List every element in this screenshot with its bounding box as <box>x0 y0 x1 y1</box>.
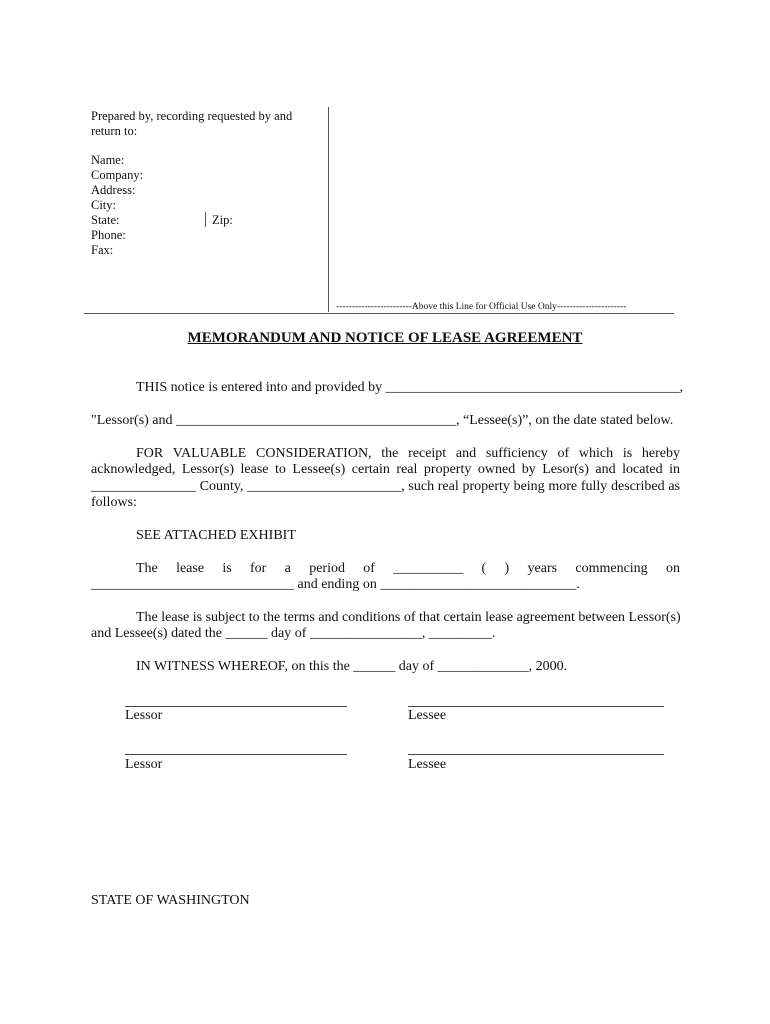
lessee-signature-line-1 <box>408 706 664 707</box>
lessor-label-2: Lessor <box>125 757 163 772</box>
witness-line: IN WITNESS WHEREOF, on this the ______ day of _____________, 2000. <box>136 659 568 674</box>
lessor-signature-line-1 <box>125 706 347 707</box>
phone-label: Phone: <box>91 228 126 242</box>
prepared-by-line1: Prepared by, recording requested by and <box>91 109 293 123</box>
subject-line2: and Lessee(s) dated the ______ day of ________________, _________. <box>91 626 496 641</box>
state-label: State: <box>91 213 120 227</box>
lessor-label-1: Lessor <box>125 708 163 723</box>
address-label: Address: <box>91 183 136 197</box>
consideration-line3: _______________ County, ______________________, such real property being more fully described as <box>91 479 680 494</box>
city-label: City: <box>91 198 117 212</box>
consideration-line2: acknowledged, Lessor(s) lease to Lessee(s) certain real property owned by Lesor(s) and located in <box>91 462 680 477</box>
exhibit-line: SEE ATTACHED EXHIBIT <box>136 528 296 543</box>
zip-label: Zip: <box>212 213 233 227</box>
state-heading: STATE OF WASHINGTON <box>91 893 250 908</box>
lessor-signature-line-2 <box>125 754 347 755</box>
official-use-rule <box>84 313 674 314</box>
name-label: Name: <box>91 153 125 167</box>
lessee-label-1: Lessee <box>408 708 447 723</box>
notice-paragraph: THIS notice is entered into and provided by __________________________________________, <box>136 380 684 395</box>
recording-block-divider <box>328 107 329 312</box>
lease-period-line1: The lease is for a period of __________ ( ) years commencing on <box>136 561 680 576</box>
consideration-line4: follows: <box>91 495 137 510</box>
lease-period-line2: _____________________________ and ending on ____________________________. <box>91 577 580 592</box>
company-label: Company: <box>91 168 144 182</box>
lessee-signature-line-2 <box>408 754 664 755</box>
subject-line1: The lease is subject to the terms and conditions of that certain lease agreement between Lessor(s) <box>136 610 681 625</box>
official-use-line: ------------------------Above this Line for Official Use Only---------------------- <box>336 302 627 312</box>
lessee-label-2: Lessee <box>408 757 447 772</box>
lessor-lessee-line: "Lessor(s) and ________________________________________, “Lessee(s)”, on the date stated below. <box>91 413 674 428</box>
fax-label: Fax: <box>91 243 114 257</box>
zip-divider <box>205 212 206 227</box>
document-title: MEMORANDUM AND NOTICE OF LEASE AGREEMENT <box>187 330 583 346</box>
prepared-by-line2: return to: <box>91 124 138 138</box>
consideration-line1: FOR VALUABLE CONSIDERATION, the receipt and sufficiency of which is hereby <box>136 446 680 461</box>
